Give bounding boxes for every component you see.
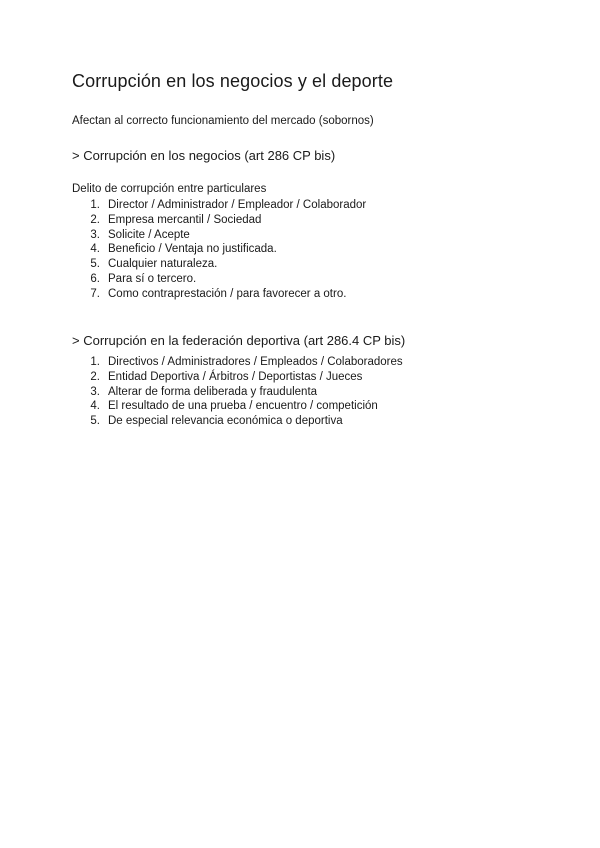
list-item bbox=[72, 370, 403, 385]
list-item-number: 3. bbox=[90, 385, 100, 398]
list-item-number: 2. bbox=[90, 370, 100, 383]
list-item-text: Alterar de forma deliberada y fraudulenta bbox=[108, 385, 318, 398]
list-item-text: Directivos / Administradores / Empleados / Colaboradores bbox=[108, 356, 403, 368]
section-heading-deporte: > Corrupción en la federación deportiva (art 286.4 CP bis) bbox=[72, 333, 406, 348]
list-item-text: Entidad Deportiva / Árbitros / Deportistas / Jueces bbox=[108, 370, 363, 383]
list-item-number: 6. bbox=[90, 272, 100, 285]
list-item bbox=[72, 213, 366, 228]
list-item-number: 5. bbox=[90, 415, 100, 428]
list-item-number: 7. bbox=[90, 287, 100, 300]
page-title: Corrupción en los negocios y el deporte bbox=[72, 71, 394, 91]
list-item-number: 2. bbox=[90, 213, 100, 226]
list-item bbox=[72, 242, 366, 257]
section-heading-negocios: > Corrupción en los negocios (art 286 CP bis) bbox=[72, 148, 336, 163]
list-item-text: El resultado de una prueba / encuentro / competición bbox=[108, 400, 378, 413]
list-item bbox=[72, 257, 366, 272]
list-item-number: 3. bbox=[90, 228, 100, 241]
section-subheading: Delito de corrupción entre particulares bbox=[72, 183, 267, 195]
list-item bbox=[72, 414, 403, 429]
list-item bbox=[72, 272, 366, 287]
list-item-text: Para sí o tercero. bbox=[108, 272, 197, 285]
list-item bbox=[72, 287, 366, 302]
list-item bbox=[72, 399, 403, 414]
list-item-number: 4. bbox=[90, 243, 100, 256]
list-item-text: Cualquier naturaleza. bbox=[108, 258, 218, 271]
list-item-text: Director / Administrador / Empleador / Colaborador bbox=[108, 199, 367, 211]
list-negocios bbox=[72, 198, 366, 302]
list-item-text: Beneficio / Ventaja no justificada. bbox=[108, 243, 277, 256]
list-item-text: Solicite / Acepte bbox=[108, 228, 190, 241]
list-item bbox=[72, 385, 403, 400]
list-item bbox=[72, 198, 366, 213]
list-item-number: 4. bbox=[90, 400, 100, 413]
list-item-text: Como contraprestación / para favorecer a otro. bbox=[108, 287, 347, 300]
list-item-text: De especial relevancia económica o deportiva bbox=[108, 415, 343, 428]
list-item-number: 5. bbox=[90, 258, 100, 271]
list-deporte bbox=[72, 355, 403, 429]
list-item-number: 1. bbox=[90, 356, 100, 368]
list-item-text: Empresa mercantil / Sociedad bbox=[108, 213, 262, 226]
list-item bbox=[72, 355, 403, 370]
list-item-number: 1. bbox=[90, 199, 100, 211]
list-item bbox=[72, 228, 366, 243]
intro-text: Afectan al correcto funcionamiento del mercado (sobornos) bbox=[72, 115, 374, 127]
